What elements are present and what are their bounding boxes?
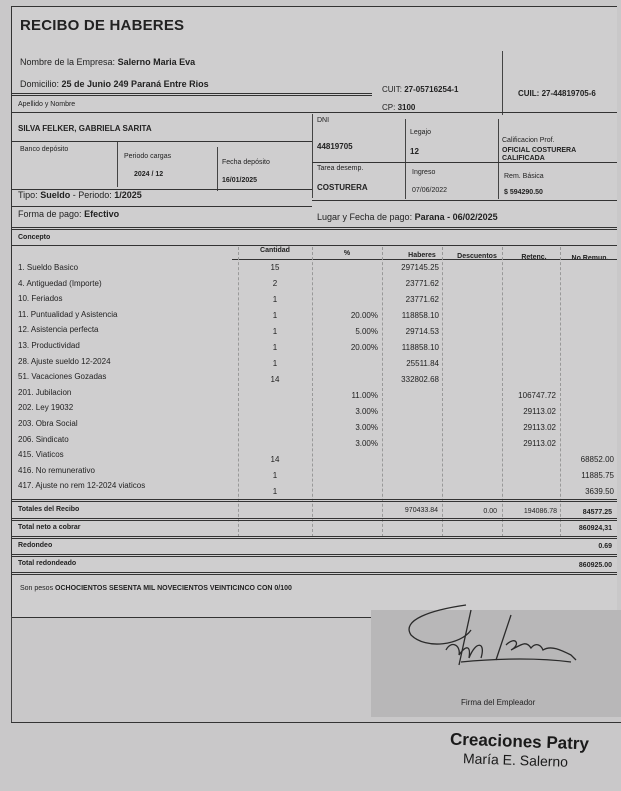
totales-descuentos: 0.00 [483,508,497,515]
cell-concepto: 12. Asistencia perfecta [18,325,99,335]
col-header-retenc: Retenc. [521,254,547,261]
cell-haberes: 297145.25 [401,263,439,272]
cell-pct: 3.00% [355,439,378,448]
divider [498,119,499,199]
tarea-value: COSTURERA [317,183,368,192]
rem-basica-value: $ 594290.50 [504,189,543,196]
cell-concepto: 201. Jubilacion [18,387,72,397]
divider [12,536,617,539]
cp-value: 3100 [397,103,416,112]
divider [12,499,617,502]
redondeo-value: 0.69 [598,543,612,550]
divider [12,554,617,557]
cell-pct: 3.00% [355,423,378,432]
cell-concepto: 10. Feriados [18,294,63,304]
neto-label: Total neto a cobrar [18,524,81,531]
calificacion-label: Calificacion Prof. [502,137,555,144]
ingreso-label: Ingreso [412,169,436,176]
lugar-fecha-line [317,212,498,222]
divider [12,141,312,142]
column-separator [238,247,239,537]
domicilio-label: Domicilio: [20,79,60,89]
cell-haberes: 29714.53 [405,327,439,336]
empresa-line [20,57,195,67]
son-pesos-value: OCHOCIENTOS SESENTA MIL NOVECIENTOS VEINTICINCO CON 0/100 [55,585,292,592]
divider [12,572,617,575]
cell-haberes: 118858.10 [401,311,439,320]
cell-cantidad: 1 [272,487,278,496]
cell-cantidad: 1 [272,311,278,320]
divider [12,227,617,230]
cell-pct: 5.00% [355,327,378,336]
banco-label: Banco depósito [20,146,69,153]
totales-label: Totales del Recibo [18,506,80,513]
periodo-cargas-value: 2024 / 12 [134,171,164,178]
legajo-label: Legajo [410,129,432,136]
cuit-label: CUIT: [382,85,402,94]
cuil-line [518,89,596,98]
divider [312,162,617,163]
divider [11,722,621,723]
cuit-line [382,85,459,94]
total-redondeado-label: Total redondeado [18,560,77,567]
divider [117,142,118,187]
cell-cantidad: 1 [272,471,278,480]
cell-haberes: 23771.62 [405,279,439,288]
cp-line [382,103,415,112]
tipo-value: Sueldo [40,190,71,200]
cell-concepto: 415. Viaticos [18,450,64,460]
cell-retenc: 29113.02 [523,439,556,448]
tipo-line [18,190,142,200]
periodo-label: - Periodo: [72,190,112,200]
lugar-fecha-label: Lugar y Fecha de pago: [317,212,413,222]
cell-pct: 3.00% [355,407,378,416]
firma-label: Firma del Empleador [461,698,536,707]
divider [312,114,313,198]
company-stamp-owner: María E. Salerno [462,750,569,770]
forma-pago-value: Efectivo [84,209,120,219]
cell-haberes: 332802.68 [401,375,439,384]
redondeo-label: Redondeo [18,542,53,549]
receipt-title: RECIBO DE HABERES [20,17,185,34]
divider [11,616,12,722]
cell-pct: 11.00% [351,391,378,400]
periodo-value: 1/2025 [114,190,142,200]
cell-haberes: 25511.84 [406,359,439,368]
cell-noremun: 68852.00 [580,455,614,464]
divider [502,51,503,115]
cell-concepto: 203. Obra Social [18,419,78,428]
cell-concepto: 28. Ajuste sueldo 12-2024 [18,356,111,366]
cell-concepto: 51. Vacaciones Gozadas [18,372,107,382]
nombre-label: Apellido y Nombre [18,101,76,108]
cell-cantidad: 2 [272,279,278,288]
totales-noremun: 84577.25 [582,509,612,516]
fecha-deposito-label: Fecha depósito [222,159,270,166]
column-separator [442,247,443,537]
cell-concepto: 13. Productividad [18,341,80,350]
total-redondeado-value: 860925.00 [578,562,612,569]
cell-cantidad: 1 [272,343,278,352]
legajo-value: 12 [410,147,419,156]
cell-cantidad: 1 [272,327,278,336]
cell-cantidad: 15 [270,263,280,272]
divider [12,245,617,246]
nombre-value: SILVA FELKER, GABRIELA SARITA [18,124,152,133]
signature-box [371,610,621,717]
divider [12,518,617,521]
divider [405,119,406,199]
cell-concepto: 11. Puntualidad y Asistencia [18,309,118,319]
cell-concepto: 1. Sueldo Basico [18,263,79,272]
lugar-fecha-value: Parana - 06/02/2025 [414,212,498,222]
cell-cantidad: 1 [272,359,278,368]
neto-value: 860924,31 [578,525,612,532]
cell-cantidad: 14 [270,375,280,384]
son-pesos-line [20,585,292,592]
col-header-noremun: No Remun. [571,255,609,262]
son-pesos-label: Son pesos [20,585,54,592]
column-separator [382,247,383,537]
employer-signature [371,600,621,700]
tipo-label: Tipo: [18,190,38,200]
divider [312,200,617,201]
domicilio-value: 25 de Junio 249 Paraná Entre Rios [61,79,209,89]
cell-concepto: 202. Ley 19032 [18,403,74,413]
empresa-label: Nombre de la Empresa: [20,57,116,67]
cuit-value: 27-05716254-1 [404,85,459,94]
ingreso-value: 07/06/2022 [412,187,448,194]
divider [217,147,218,191]
empresa-value: Salerno Maria Eva [117,57,196,67]
totales-retenc: 194086.78 [523,508,557,515]
cell-cantidad: 1 [272,295,278,304]
col-header-descuentos: Descuentos [457,253,497,260]
cell-cantidad: 14 [270,455,280,464]
receipt-sheet [11,6,617,618]
fecha-deposito-value: 16/01/2025 [222,177,258,184]
cell-retenc: 106747.72 [518,391,556,400]
cell-concepto: 4. Antiguedad (Importe) [18,278,102,288]
dni-label: DNI [317,117,330,124]
totales-haberes: 970433.84 [404,507,438,514]
calificacion-value: OFICIAL COSTURERA CALIFICADA [502,147,576,162]
cuil-value: 27-44819705-6 [541,89,596,98]
cp-label: CP: [382,103,396,112]
dni-value: 44819705 [317,142,353,151]
divider [12,93,372,96]
rem-basica-label: Rem. Básica [504,173,544,180]
col-header-pct: % [343,250,351,257]
col-header-cantidad: Cantidad [260,247,290,254]
forma-pago-label: Forma de pago: [18,209,82,219]
col-header-haberes: Haberes [408,252,436,259]
cell-concepto: 416. No remunerativo [18,465,95,475]
cell-retenc: 29113.02 [523,423,556,432]
periodo-cargas-label: Periodo cargas [124,153,172,160]
cell-noremun: 11885.75 [581,471,614,480]
cell-haberes: 118858.10 [401,343,439,352]
cell-concepto: 417. Ajuste no rem 12-2024 viaticos [18,481,146,491]
divider [12,112,617,113]
cell-pct: 20.00% [350,311,378,320]
cell-pct: 20.00% [350,343,378,352]
forma-pago-line [18,209,119,219]
cuil-label: CUIL: [518,89,540,98]
tarea-label: Tarea desemp. [317,165,364,172]
cell-concepto: 206. Sindicato [18,434,69,444]
col-header-concepto: Concepto [18,234,51,241]
cell-noremun: 3639.50 [585,487,614,496]
cell-haberes: 23771.62 [405,295,439,304]
divider [12,206,312,207]
cell-retenc: 29113.02 [523,407,556,416]
company-stamp-name: Creaciones Patry [449,729,590,754]
domicilio-line [20,79,209,89]
